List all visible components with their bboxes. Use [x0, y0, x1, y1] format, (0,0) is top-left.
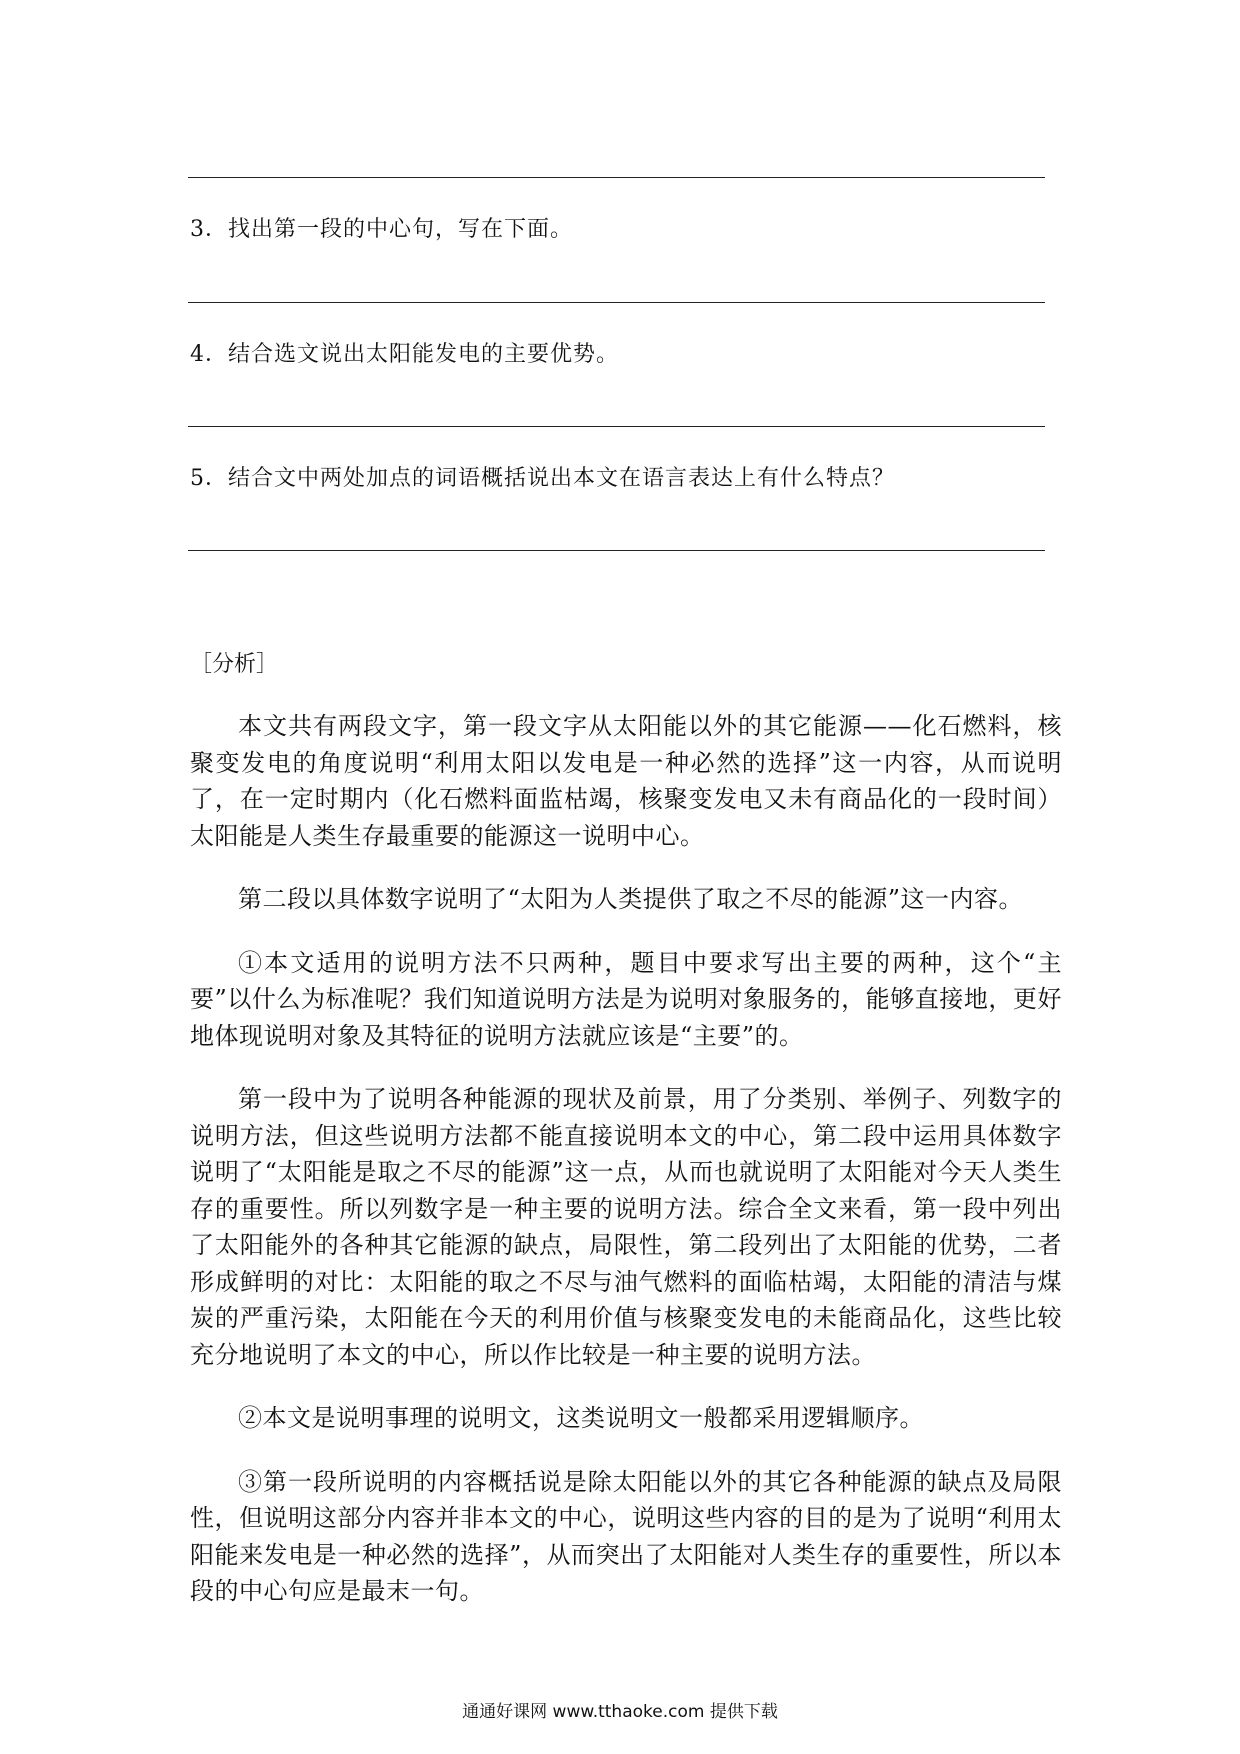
analysis-paragraph-1: 本文共有两段文字，第一段文字从太阳能以外的其它能源——化石燃料，核聚变发电的角度说明“利用太阳以发电是一种必然的选择”这一内容，从而说明了，在一定时期内（化石燃料面监枯竭，核聚变发电又未有商品化的一段时间）太阳能是人类生存最重要的能源这一说明中心。 — [190, 712, 1062, 850]
answer-line-q3 — [188, 302, 1045, 303]
answer-line-q2 — [188, 177, 1045, 178]
analysis-label: ［分析］ — [190, 652, 279, 677]
analysis-paragraph-5: ②本文是说明事理的说明文，这类说明文一般都采用逻辑顺序。 — [238, 1404, 924, 1432]
answer-line-q4 — [188, 426, 1045, 427]
analysis-paragraph-2: 第二段以具体数字说明了“太阳为人类提供了取之不尽的能源”这一内容。 — [238, 885, 1024, 913]
question-4: 4．结合选文说出太阳能发电的主要优势。 — [190, 342, 619, 367]
analysis-paragraph-6: ③第一段所说明的内容概括说是除太阳能以外的其它各种能源的缺点及局限性，但说明这部分内容并非本文的中心，说明这些内容的目的是为了说明“利用太阳能来发电是一种必然的选择”，从而突出了太阳能对人类生存的重要性，所以本段的中心句应是最末一句。 — [190, 1467, 1062, 1605]
question-5: 5．结合文中两处加点的词语概括说出本文在语言表达上有什么特点？ — [190, 466, 895, 491]
question-3: 3．找出第一段的中心句，写在下面。 — [190, 217, 573, 242]
analysis-body — [190, 708, 1062, 1637]
page-footer: 通通好课网 www.tthaoke.com 提供下载 — [462, 1702, 778, 1722]
analysis-paragraph-4: 第一段中为了说明各种能源的现状及前景，用了分类别、举例子、列数字的说明方法，但这些说明方法都不能直接说明本文的中心，第二段中运用具体数字说明了“太阳能是取之不尽的能源”这一点，从而也就说明了太阳能对今天人类生存的重要性。所以列数字是一种主要的说明方法。综合全文来看，第一段中列出了太阳能外的各种其它能源的缺点，局限性，第二段列出了太阳能的优势，二者形成鲜明的对比：太阳能的取之不尽与油气燃料的面临枯竭，太阳能的清洁与煤炭的严重污染，太阳能在今天的利用价值与核聚变发电的未能商品化，这些比较充分地说明了本文的中心，所以作比较是一种主要的说明方法。 — [190, 1085, 1062, 1369]
analysis-paragraph-3: ①本文适用的说明方法不只两种，题目中要求写出主要的两种，这个“主要”以什么为标准呢？我们知道说明方法是为说明对象服务的，能够直接地，更好地体现说明对象及其特征的说明方法就应该是“主要”的。 — [190, 948, 1062, 1050]
answer-line-q5 — [188, 550, 1045, 551]
